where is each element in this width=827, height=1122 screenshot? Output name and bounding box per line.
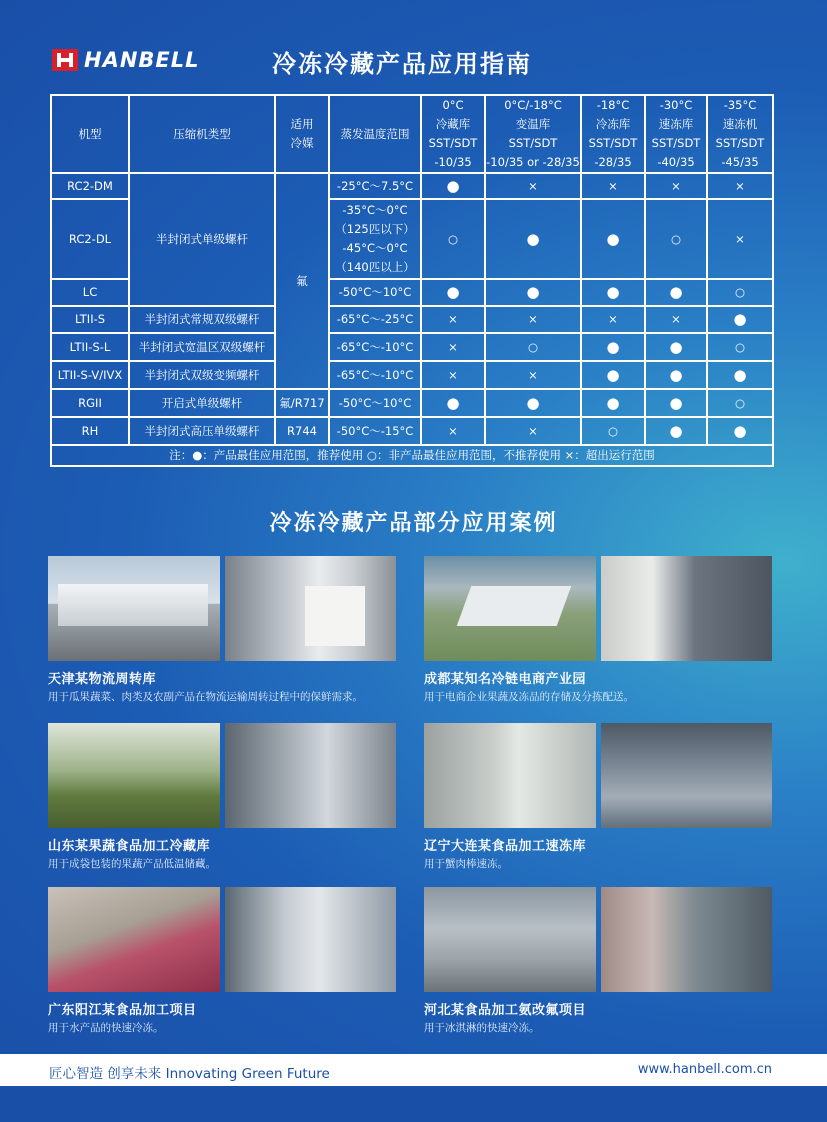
footer-slogan: 匠心智造 创享未来 Innovating Green Future	[49, 1066, 330, 1082]
model-cell: RH	[51, 417, 129, 445]
table-row	[51, 361, 773, 389]
range-cell: -50°C～10°C	[329, 279, 421, 306]
footer	[0, 1054, 827, 1086]
mark-cell: ×	[645, 173, 707, 199]
case-photo	[48, 723, 220, 828]
mark-cell: ●	[707, 361, 773, 389]
table-note-row	[51, 445, 773, 466]
model-cell: RC2-DL	[51, 199, 129, 279]
header-model: 机型	[51, 95, 129, 173]
refrigerant-cell: R744	[275, 417, 329, 445]
hanbell-logo-icon	[52, 49, 78, 71]
logo-text: HANBELL	[84, 48, 200, 72]
case-title: 河北某食品加工氨改氟项目	[424, 1003, 587, 1018]
header-cold-storage: 0°C 冷藏库 SST/SDT -10/35	[421, 95, 485, 173]
case-photo	[225, 723, 397, 828]
mark-cell: ×	[485, 361, 581, 389]
mark-cell: ○	[707, 389, 773, 417]
mark-cell: ●	[707, 306, 773, 333]
table-row	[51, 173, 773, 199]
header-quick-freeze-storage: -30°C 速冻库 SST/SDT -40/35	[645, 95, 707, 173]
cases-title: 冷冻冷藏产品部分应用案例	[269, 511, 558, 536]
application-guide-table	[50, 94, 772, 467]
case-description: 用于瓜果蔬菜、肉类及农副产品在物流运输周转过程中的保鲜需求。	[48, 691, 363, 703]
header-quick-freezer: -35°C 速冻机 SST/SDT -45/35	[707, 95, 773, 173]
compressor-cell: 半封闭式双级变频螺杆	[129, 361, 275, 389]
refrigerant-cell: 氟/R717	[275, 389, 329, 417]
range-cell: -65°C～-10°C	[329, 333, 421, 361]
hanbell-logo	[52, 48, 200, 72]
mark-cell: ●	[581, 389, 645, 417]
case-description: 用于蟹肉棒速冻。	[424, 858, 508, 870]
mark-cell: ●	[421, 173, 485, 199]
case-photo	[424, 887, 596, 992]
range-cell: -50°C～-15°C	[329, 417, 421, 445]
mark-cell: ×	[707, 199, 773, 279]
mark-cell: ×	[581, 306, 645, 333]
model-cell: LTII-S-V/IVX	[51, 361, 129, 389]
case-title: 山东某果蔬食品加工冷藏库	[48, 839, 211, 854]
mark-cell: ●	[645, 279, 707, 306]
case-photo	[424, 723, 596, 828]
mark-cell: ×	[485, 306, 581, 333]
mark-cell: ×	[485, 417, 581, 445]
case-title: 天津某物流周转库	[48, 672, 157, 687]
range-cell: -25°C～7.5°C	[329, 173, 421, 199]
mark-cell: ●	[485, 279, 581, 306]
case-card	[424, 723, 772, 871]
model-cell: LTII-S-L	[51, 333, 129, 361]
compressor-cell: 半封闭式单级螺杆	[129, 173, 275, 306]
mark-cell: ○	[707, 333, 773, 361]
header-freezer-storage: -18°C 冷冻库 SST/SDT -28/35	[581, 95, 645, 173]
case-photo	[225, 556, 397, 661]
compressor-cell: 半封闭式常规双级螺杆	[129, 306, 275, 333]
compressor-cell: 半封闭式高压单级螺杆	[129, 417, 275, 445]
mark-cell: ●	[581, 279, 645, 306]
mark-cell: ×	[421, 361, 485, 389]
table-row	[51, 417, 773, 445]
mark-cell: ●	[581, 361, 645, 389]
range-cell: -65°C～-10°C	[329, 361, 421, 389]
range-cell: -35°C～0°C （125匹以下） -45°C～0°C （140匹以上）	[329, 199, 421, 279]
case-card	[424, 556, 772, 704]
table-row	[51, 333, 773, 361]
mark-cell: ●	[645, 361, 707, 389]
mark-cell: ●	[707, 417, 773, 445]
mark-cell: ●	[421, 279, 485, 306]
mark-cell: ●	[485, 389, 581, 417]
case-photo	[601, 723, 773, 828]
mark-cell: ×	[645, 306, 707, 333]
header-refrigerant: 适用 冷媒	[275, 95, 329, 173]
case-description: 用于电商企业果蔬及冻品的存储及分拣配送。	[424, 691, 634, 703]
case-photo	[225, 887, 397, 992]
compressor-cell: 半封闭式宽温区双级螺杆	[129, 333, 275, 361]
case-photo	[48, 556, 220, 661]
compressor-cell: 开启式单级螺杆	[129, 389, 275, 417]
model-cell: RGII	[51, 389, 129, 417]
case-description: 用于成袋包装的果蔬产品低温储藏。	[48, 858, 216, 870]
refrigerant-cell: 氟	[275, 173, 329, 389]
mark-cell: ×	[421, 333, 485, 361]
page-title: 冷冻冷藏产品应用指南	[272, 50, 532, 78]
case-description: 用于水产品的快速冷冻。	[48, 1022, 164, 1034]
case-photo	[48, 887, 220, 992]
table-row	[51, 389, 773, 417]
header	[0, 0, 827, 92]
model-cell: LTII-S	[51, 306, 129, 333]
mark-cell: ×	[421, 417, 485, 445]
header-evap-range: 蒸发温度范围	[329, 95, 421, 173]
case-title: 辽宁大连某食品加工速冻库	[424, 839, 587, 854]
bottom-band	[0, 1086, 827, 1122]
mark-cell: ●	[581, 333, 645, 361]
mark-cell: ●	[421, 389, 485, 417]
case-card	[48, 887, 396, 1035]
mark-cell: ×	[485, 173, 581, 199]
mark-cell: ○	[485, 333, 581, 361]
case-photo	[424, 556, 596, 661]
case-photo	[601, 887, 773, 992]
mark-cell: ●	[485, 199, 581, 279]
case-photo	[601, 556, 773, 661]
mark-cell: ○	[707, 279, 773, 306]
mark-cell: ●	[581, 199, 645, 279]
model-cell: LC	[51, 279, 129, 306]
mark-cell: ○	[581, 417, 645, 445]
footer-website-link[interactable]: www.hanbell.com.cn	[637, 1062, 772, 1077]
range-cell: -50°C～10°C	[329, 389, 421, 417]
mark-cell: ●	[645, 417, 707, 445]
model-cell: RC2-DM	[51, 173, 129, 199]
case-title: 广东阳江某食品加工项目	[48, 1003, 197, 1018]
mark-cell: ●	[645, 333, 707, 361]
table-header-row	[51, 95, 773, 173]
table-note: 注：●：产品最佳应用范围，推荐使用 ○：非产品最佳应用范围，不推荐使用 ×：超出运行范围	[51, 445, 773, 466]
table-row	[51, 306, 773, 333]
case-card	[48, 556, 396, 704]
mark-cell: ×	[581, 173, 645, 199]
header-compressor-type: 压缩机类型	[129, 95, 275, 173]
mark-cell: ○	[421, 199, 485, 279]
case-title: 成都某知名冷链电商产业园	[424, 672, 587, 687]
case-card	[48, 723, 396, 871]
range-cell: -65°C～-25°C	[329, 306, 421, 333]
case-description: 用于冰淇淋的快速冷冻。	[424, 1022, 540, 1034]
mark-cell: ○	[645, 199, 707, 279]
mark-cell: ×	[707, 173, 773, 199]
mark-cell: ×	[421, 306, 485, 333]
header-variable-storage: 0°C/-18°C 变温库 SST/SDT -10/35 or -28/35	[485, 95, 581, 173]
mark-cell: ●	[645, 389, 707, 417]
case-card	[424, 887, 772, 1035]
